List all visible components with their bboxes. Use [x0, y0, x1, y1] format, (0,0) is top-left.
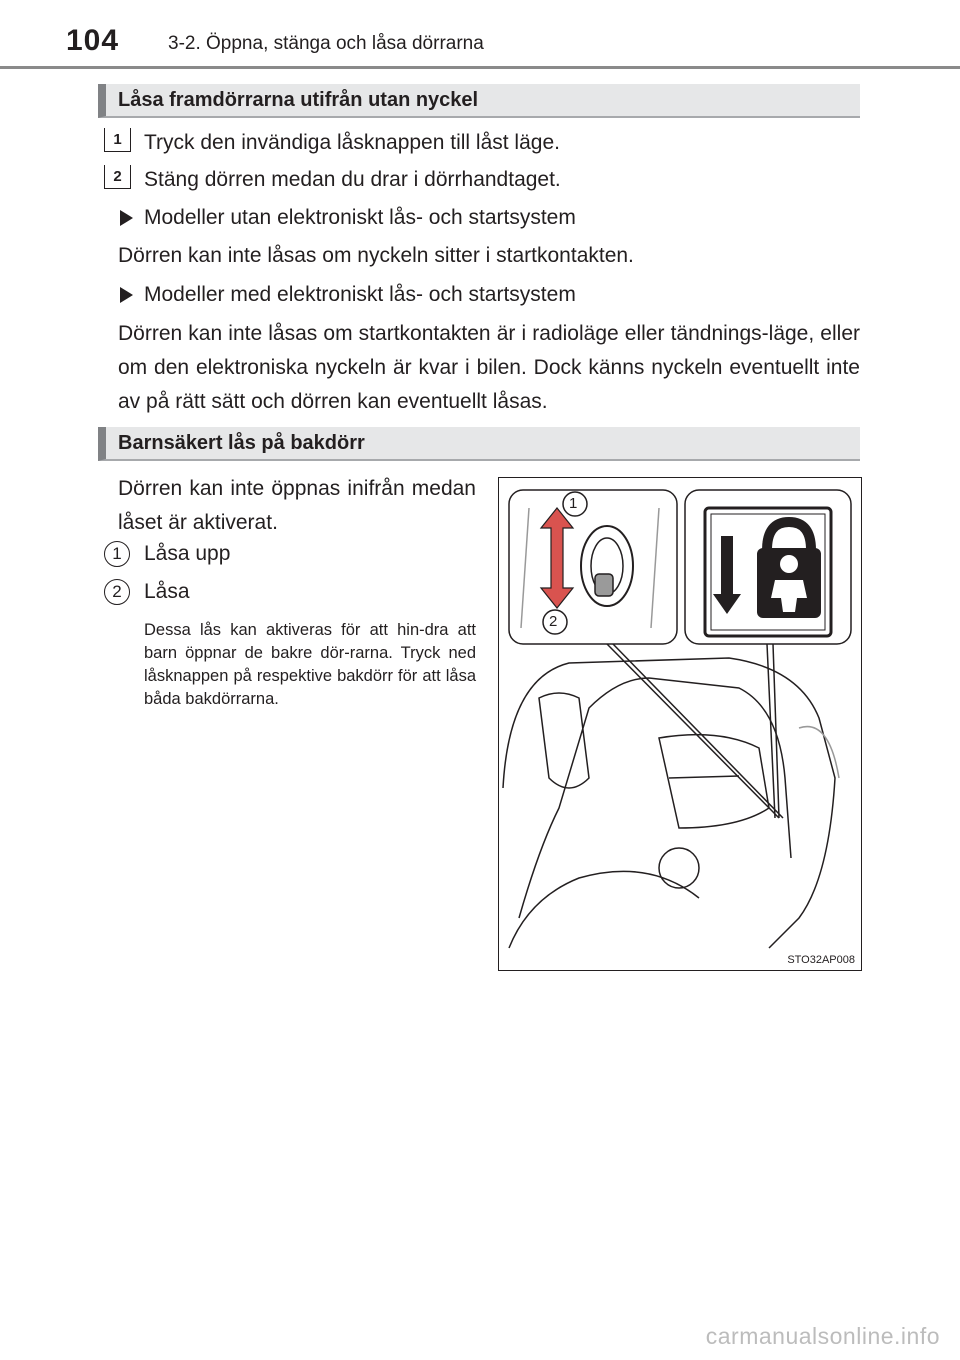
bullet-body-1: Dörren kan inte låsas om nyckeln sitter i startkontakten.: [118, 244, 634, 267]
section-heading-text: Barnsäkert lås på bakdörr: [118, 432, 365, 454]
watermark: carmanualsonline.info: [705, 1323, 940, 1349]
child-lock-illustration: [498, 477, 862, 971]
callout-number: 2: [549, 613, 558, 630]
page-number: 104: [66, 24, 120, 57]
child-lock-note: Dessa lås kan aktiveras för att hin-dra att barn öppnar de bakre dör-rarna. Tryck ned låsknappen på respektive bakdörr för att låsa båda bakdörrarna.: [144, 621, 476, 708]
step-badge-2: 2: [104, 165, 131, 189]
item-number-2: 2: [104, 579, 130, 605]
door-drawing: [499, 478, 863, 972]
section-heading-child-lock: [98, 427, 860, 461]
child-lock-intro: Dörren kan inte öppnas inifrån medan låset är aktiverat.: [118, 477, 476, 534]
item-number-1: 1: [104, 541, 130, 567]
step-text-1: Tryck den invändiga låsknappen till låst läge.: [144, 131, 560, 154]
item-label-unlock: Låsa upp: [144, 542, 231, 565]
callout-number: 1: [569, 495, 578, 512]
step-badge-1: 1: [104, 128, 131, 152]
bullet-triangle-icon: [120, 287, 133, 303]
section-heading-lock-front-doors: [98, 84, 860, 118]
section-heading-text: Låsa framdörrarna utifrån utan nyckel: [118, 89, 479, 111]
bullet-triangle-icon: [120, 210, 133, 226]
step-text-2: Stäng dörren medan du drar i dörrhandtaget.: [144, 168, 561, 191]
item-label-lock: Låsa: [144, 580, 190, 603]
figure-code: STO32AP008: [787, 954, 855, 966]
bullet-body-2: Dörren kan inte låsas om startkontakten är i radioläge eller tändnings-läge, eller om den elektroniska nyckeln är kvar i bilen. Dock känns nyckeln eventuellt inte av på rätt sätt och dörren kan eventuellt låsas.: [118, 322, 860, 413]
bullet-title-2: Modeller med elektroniskt lås- och startsystem: [144, 283, 576, 306]
bullet-title-1: Modeller utan elektroniskt lås- och startsystem: [144, 206, 576, 229]
header-rule: [0, 66, 960, 69]
chapter-title: 3-2. Öppna, stänga och låsa dörrarna: [168, 33, 484, 54]
